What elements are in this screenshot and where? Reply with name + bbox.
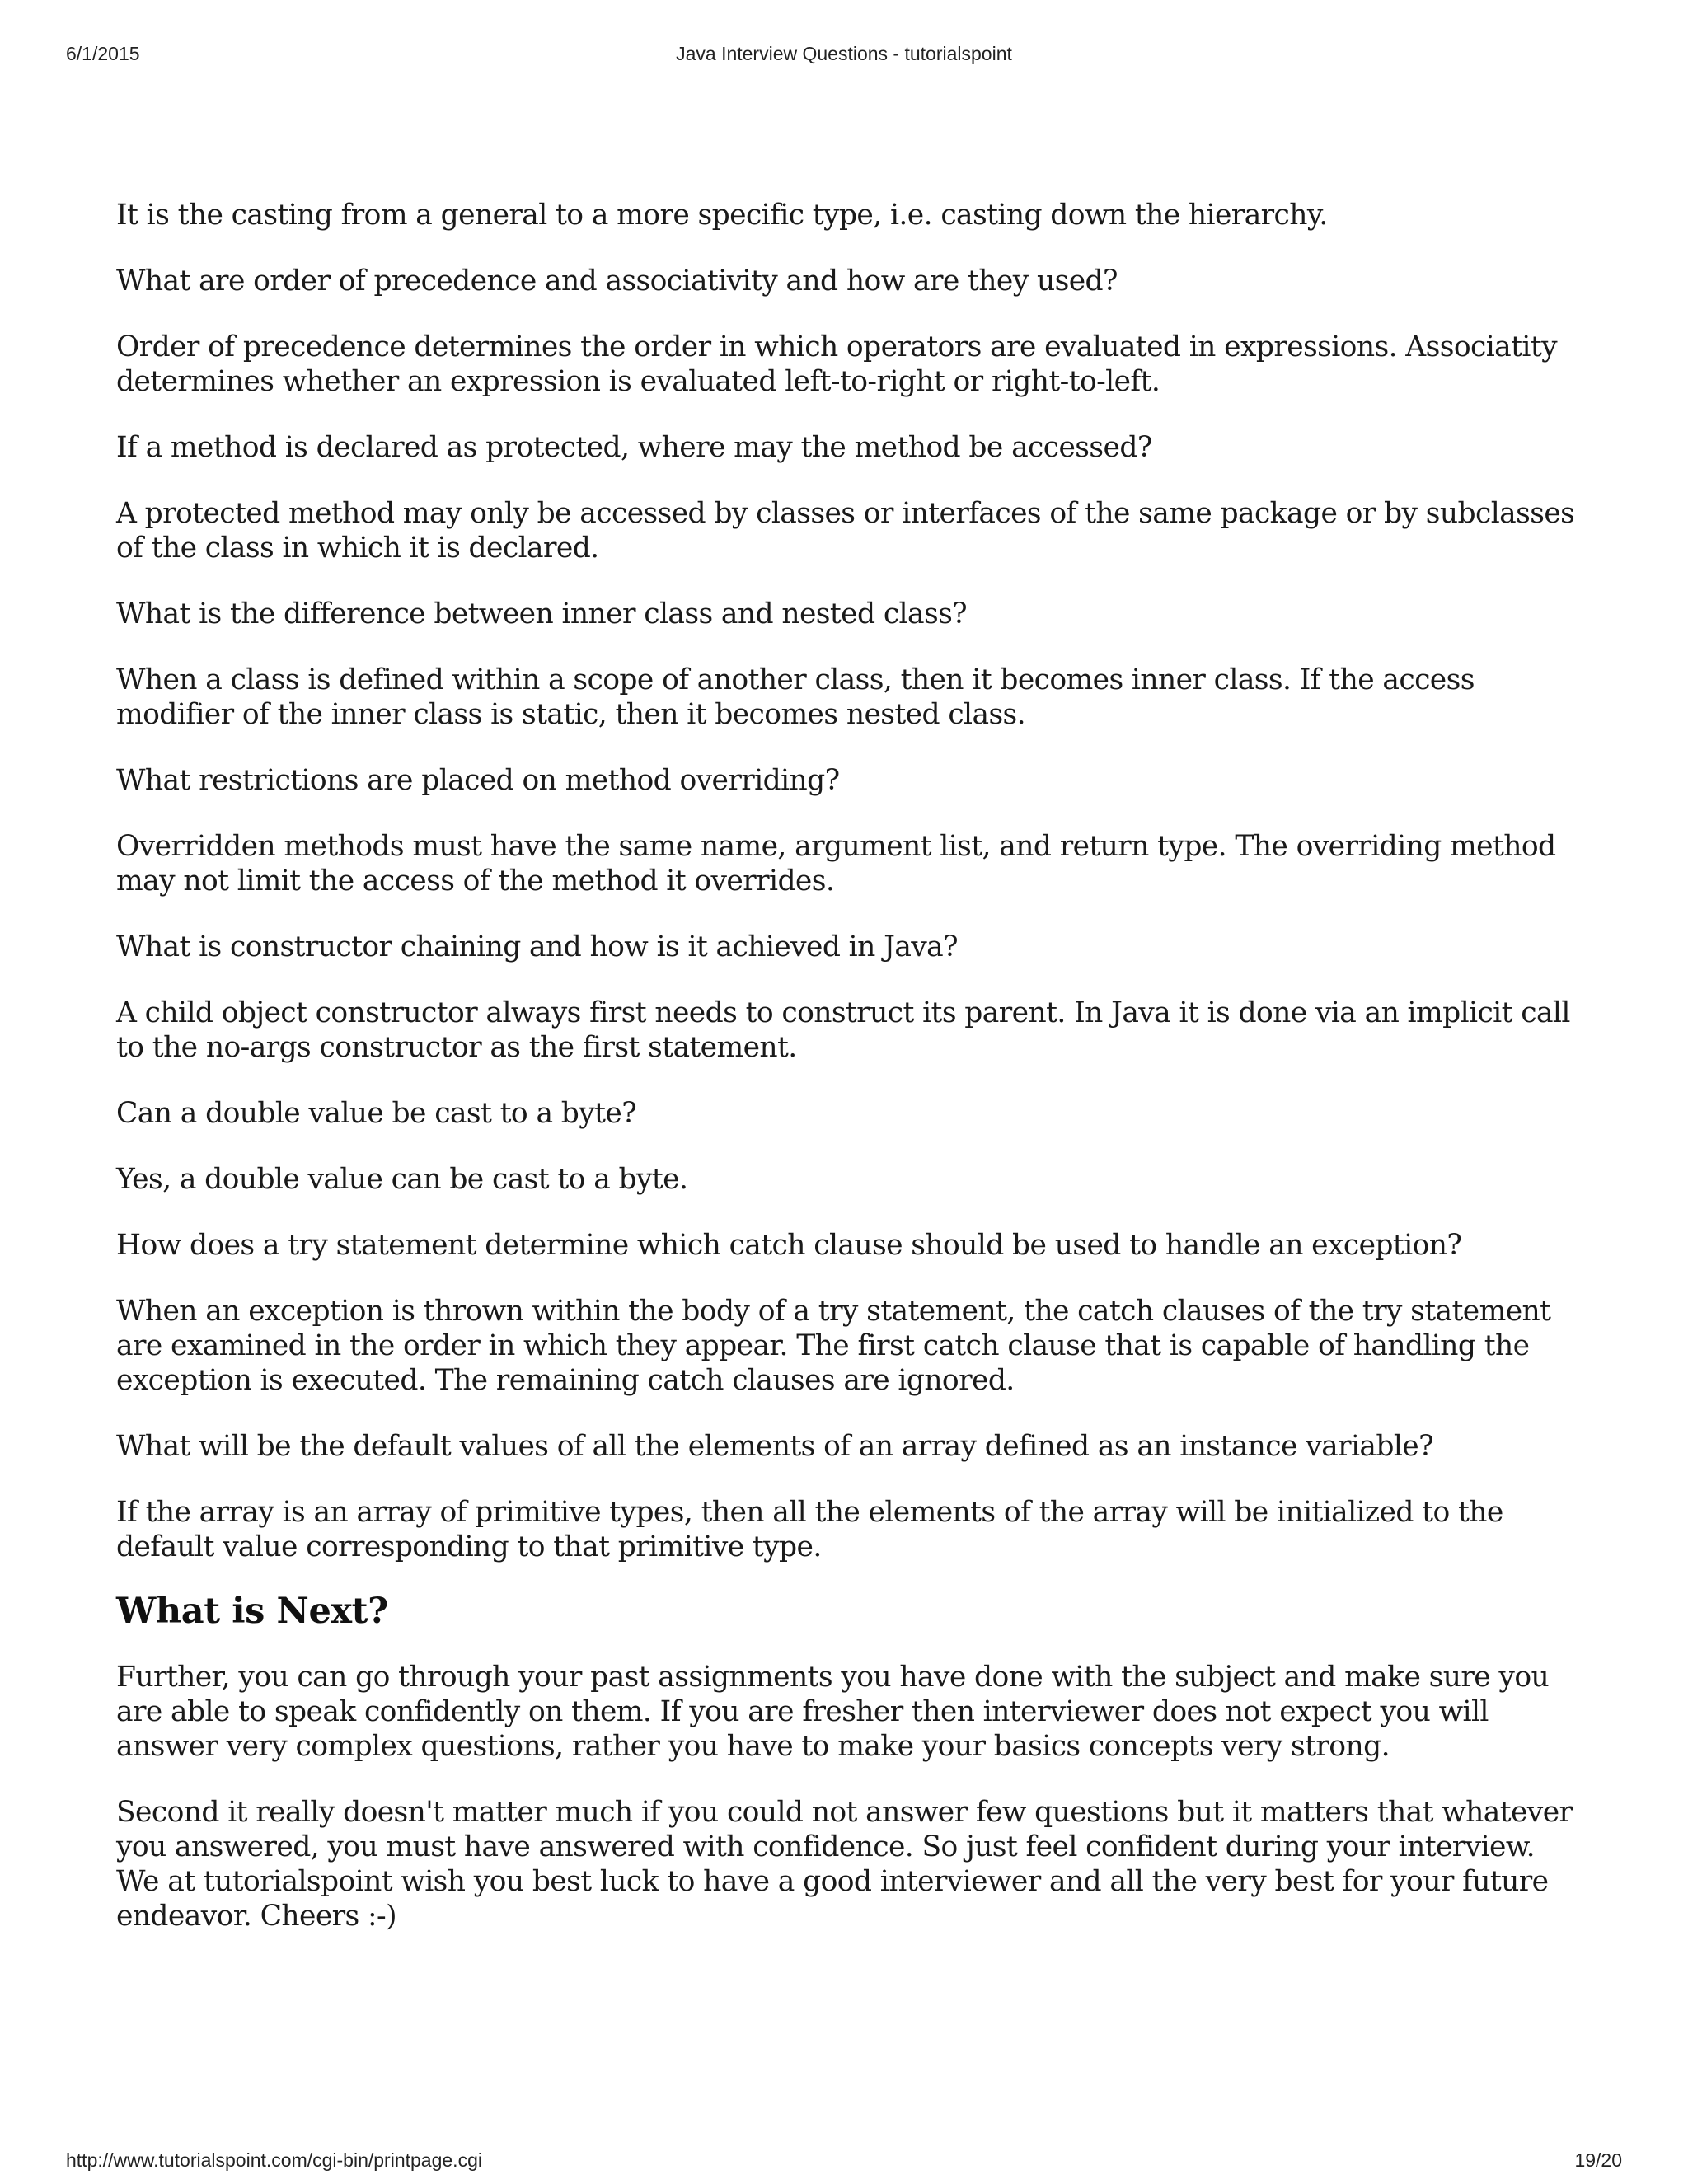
print-date: 6/1/2015 [66, 43, 140, 64]
closing-paragraph: Second it really doesn't matter much if you could not answer few questions but it matters that whatever you answered, you must have answered with confidence. So just feel confident during your interview. We at tutorialspoint wish you best luck to have a good interviewer and all the very best for your future endeavor. Cheers :-) [116, 1796, 1573, 1933]
answer-text: If the array is an array of primitive types, then all the elements of the array will be initialized to the default value corresponding to that primitive type. [116, 1496, 1503, 1563]
document-title: Java Interview Questions - tutorialspoint [676, 43, 1012, 64]
answer-text: A child object constructor always first needs to construct its parent. In Java it is done via an implicit call to the no-args constructor as the first statement. [116, 996, 1570, 1064]
answer-text: Overridden methods must have the same name, argument list, and return type. The overriding method may not limit the access of the method it overrides. [116, 830, 1556, 898]
answer-text: A protected method may only be accessed by classes or interfaces of the same package or by subclasses of the class in which it is declared. [116, 497, 1575, 565]
question-text: Can a double value be cast to a byte? [116, 1097, 637, 1130]
section-heading: What is Next? [116, 1591, 388, 1632]
question-text: How does a try statement determine which catch clause should be used to handle an exception? [116, 1229, 1462, 1262]
answer-text: When an exception is thrown within the body of a try statement, the catch clauses of the try statement are examined in the order in which they appear. The first catch clause that is capable of handling the exception is executed. The remaining catch clauses are ignored. [116, 1295, 1551, 1397]
question-text: If a method is declared as protected, where may the method be accessed? [116, 431, 1152, 464]
source-url[interactable]: http://www.tutorialspoint.com/cgi-bin/printpage.cgi [66, 2149, 482, 2171]
question-text: What restrictions are placed on method overriding? [116, 764, 840, 797]
article-body [116, 198, 1583, 1965]
answer-text: It is the casting from a general to a more specific type, i.e. casting down the hierarchy. [116, 199, 1328, 232]
question-text: What is constructor chaining and how is it achieved in Java? [116, 930, 959, 963]
print-footer [0, 2149, 1688, 2174]
question-text: What is the difference between inner class and nested class? [116, 598, 968, 630]
question-text: What are order of precedence and associativity and how are they used? [116, 265, 1118, 298]
answer-text: Yes, a double value can be cast to a byte. [116, 1163, 688, 1196]
closing-paragraph: Further, you can go through your past assignments you have done with the subject and make sure you are able to speak confidently on them. If you are fresher then interviewer does not expect you will answer very complex questions, rather you have to make your basics concepts very strong. [116, 1661, 1550, 1763]
print-header [0, 43, 1688, 68]
answer-text: Order of precedence determines the order in which operators are evaluated in expressions. Associatity determines whether an expression is evaluated left-to-right or right-to-left. [116, 330, 1557, 398]
page-number: 19/20 [1574, 2149, 1622, 2171]
question-text: What will be the default values of all the elements of an array defined as an instance variable? [116, 1430, 1433, 1463]
answer-text: When a class is defined within a scope of another class, then it becomes inner class. If the access modifier of the inner class is static, then it becomes nested class. [116, 663, 1475, 731]
